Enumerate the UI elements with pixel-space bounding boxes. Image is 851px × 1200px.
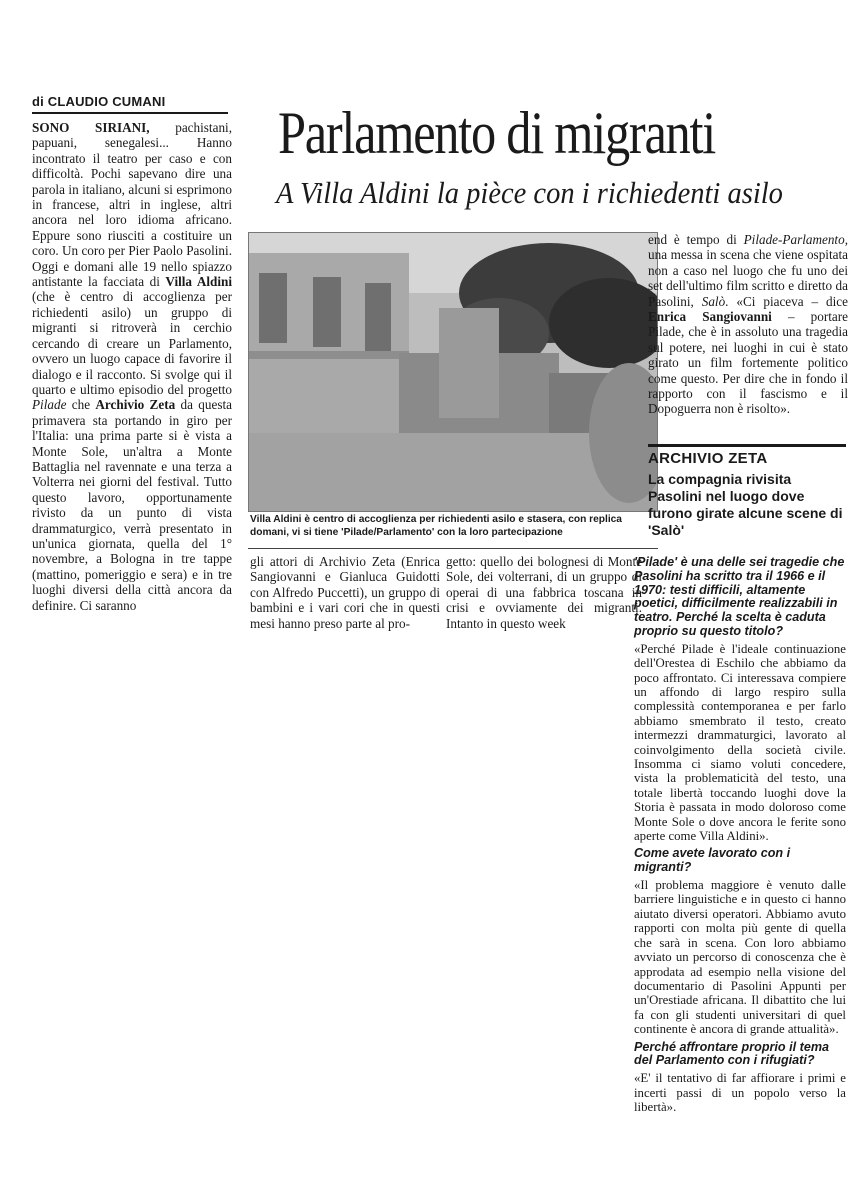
column1-run: SONO SIRIANI, bbox=[32, 120, 150, 135]
byline: di CLAUDIO CUMANI bbox=[32, 94, 166, 109]
article-column-3: getto: quello dei bolognesi di Monte Sole, dei volterrani, di un gruppo di operai di una fabbrica toscana in crisi e ovviamente dei migranti. Intanto in questo week bbox=[446, 554, 642, 631]
interview-question: Come avete lavorato con i migranti? bbox=[634, 846, 791, 875]
article-column-4 bbox=[648, 232, 848, 417]
interview-column bbox=[620, 552, 846, 1114]
byline-divider bbox=[32, 112, 228, 114]
column4_top-run: , una messa in scena che viene ospitata non a caso nel luogo che fu uno dei set dell'ultimo film scritto e diretto da Pasolini, bbox=[648, 232, 848, 309]
interview-question: Perché affrontare proprio il tema del Parlamento con i rifugiati? bbox=[634, 1039, 830, 1068]
column4_top-run: Salò bbox=[701, 293, 726, 309]
villa-aldini-photo bbox=[248, 232, 658, 512]
interview-answer: «Il problema maggiore è venuto dalle barriere linguistiche e in questo ci hanno aiutato diversi operatori. Abbiamo avuto rapporti con molta più gente di quella che sarà in scena. Con loro abbiamo avviato un percorso di conoscenza che è approdata ad esempio nella visione del documentario di Pasolini Appunti per un'Orestiade africana. Il dibattito che lui fa con gli studenti universitari di quel continente è ancora di grande attualità». bbox=[634, 878, 846, 1037]
interview-answer: «E' il tentativo di far affiorare i primi e incerti passi di un popolo verso la libertà». bbox=[634, 1071, 846, 1114]
sidebar-divider bbox=[648, 444, 846, 447]
column1-run: Pilade bbox=[32, 397, 67, 413]
column1-run: Villa Aldini bbox=[165, 274, 233, 290]
caption-divider bbox=[248, 548, 658, 549]
photo-illustration bbox=[249, 233, 657, 511]
column4_top-run: Enrica Sangiovanni bbox=[648, 309, 772, 325]
column1-run: pachistani, papuani, senegalesi... Hanno incontrato il teatro per caso e con difficoltà. Pochi sapevano dire una parola in italiano, alcuni si esprimono in francese, altri in inglese, altri ancora nel loro idioma africano. Eppure sono riusciti a costituire un coro. Un coro per Pier Paolo Pasolini. Oggi e domani alle 19 nello spiazzo antistante la facciata di bbox=[32, 120, 232, 290]
article-column-1 bbox=[32, 120, 232, 613]
sidebar-subtitle: La compagnia rivisita Pasolini nel luogo dove furono girate alcune scene di 'Salò' bbox=[648, 471, 843, 538]
column1-run: Archivio Zeta bbox=[95, 397, 176, 413]
sidebar-title: ARCHIVIO ZETA bbox=[648, 450, 768, 467]
column4_top-run: Pilade-Parlamento bbox=[743, 232, 845, 247]
headline: Parlamento di migranti bbox=[278, 100, 715, 166]
column4_top-run: . «Ci piaceva – dice bbox=[725, 293, 848, 309]
column1-run: che bbox=[66, 397, 96, 413]
column4_top-run: – portare Pilade, che è in assoluto una tragedia sul potere, nei luoghi in cui è stato girato un film fortemente politico come questo. Per dire che in fondo il rapporto con il fascismo e il Dopoguerra non è risolto». bbox=[648, 309, 848, 417]
photo-caption: Villa Aldini è centro di accoglienza per richiedenti asilo e stasera, con replica domani, vi si tiene 'Pilade/Parlamento' con la loro partecipazione bbox=[250, 514, 622, 538]
article-column-2: gli attori di Archivio Zeta (Enrica Sangiovanni e Gianluca Guidotti con Alfredo Puccetti), un gruppo di bambini e i vari cori che in questi mesi hanno preso parte al pro- bbox=[250, 554, 440, 631]
subheadline: A Villa Aldini la pièce con i richiedenti asilo bbox=[276, 175, 783, 210]
column1-run: da questa primavera sta portando in giro per l'Italia: una prima parte si è vista a Monte Sole, un'altra a Monte Battaglia nel ravennate e una terza a Volterra nei giorni del festival. Tutto questo lavoro, opportunamente rivisto da un punto di vista drammaturgico, verrà presentato in un'unica giornata, quella del 1° novembre, a Bologna in tre tappe (mattino, pomeriggio e sera) e in tre luoghi diversi della città ancora da definire. Ci saranno bbox=[32, 397, 232, 613]
column4_top-run: end è tempo di bbox=[648, 232, 744, 247]
interview-question: 'Pilade' è una delle sei tragedie che Pasolini ha scritto tra il 1966 e il 1970: testi difficili, altamente poetici, difficilmente realizzabili in teatro. Perché la scelta è caduta proprio su questo titolo? bbox=[634, 555, 845, 638]
column1-run: (che è centro di accoglienza per richiedenti asilo) un gruppo di migranti si ritroverà in cerchio cercando di creare un Parlamento, ovvero un luogo capace di favorire il dialogo e il racconto. Si svolge qui il quarto e ultimo episodio del progetto bbox=[32, 289, 232, 397]
interview-answer: «Perché Pilade è l'ideale continuazione dell'Orestea di Eschilo che abbiamo da poco affrontato. Ci interessava compiere un affondo di largo respiro sulla complessità contemporanea e per farlo abbiamo smembrato il testo, creato intermezzi drammaturgici, lavorato al coinvolgimento della società civile. Insomma ci siamo voluti concedere, vista la problematicità del testo, una totale libertà toccando luoghi dove la Storia è passata in modo doloroso come Monte Sole o dove ancora le ferite sono aperte come Villa Aldini». bbox=[634, 641, 846, 844]
